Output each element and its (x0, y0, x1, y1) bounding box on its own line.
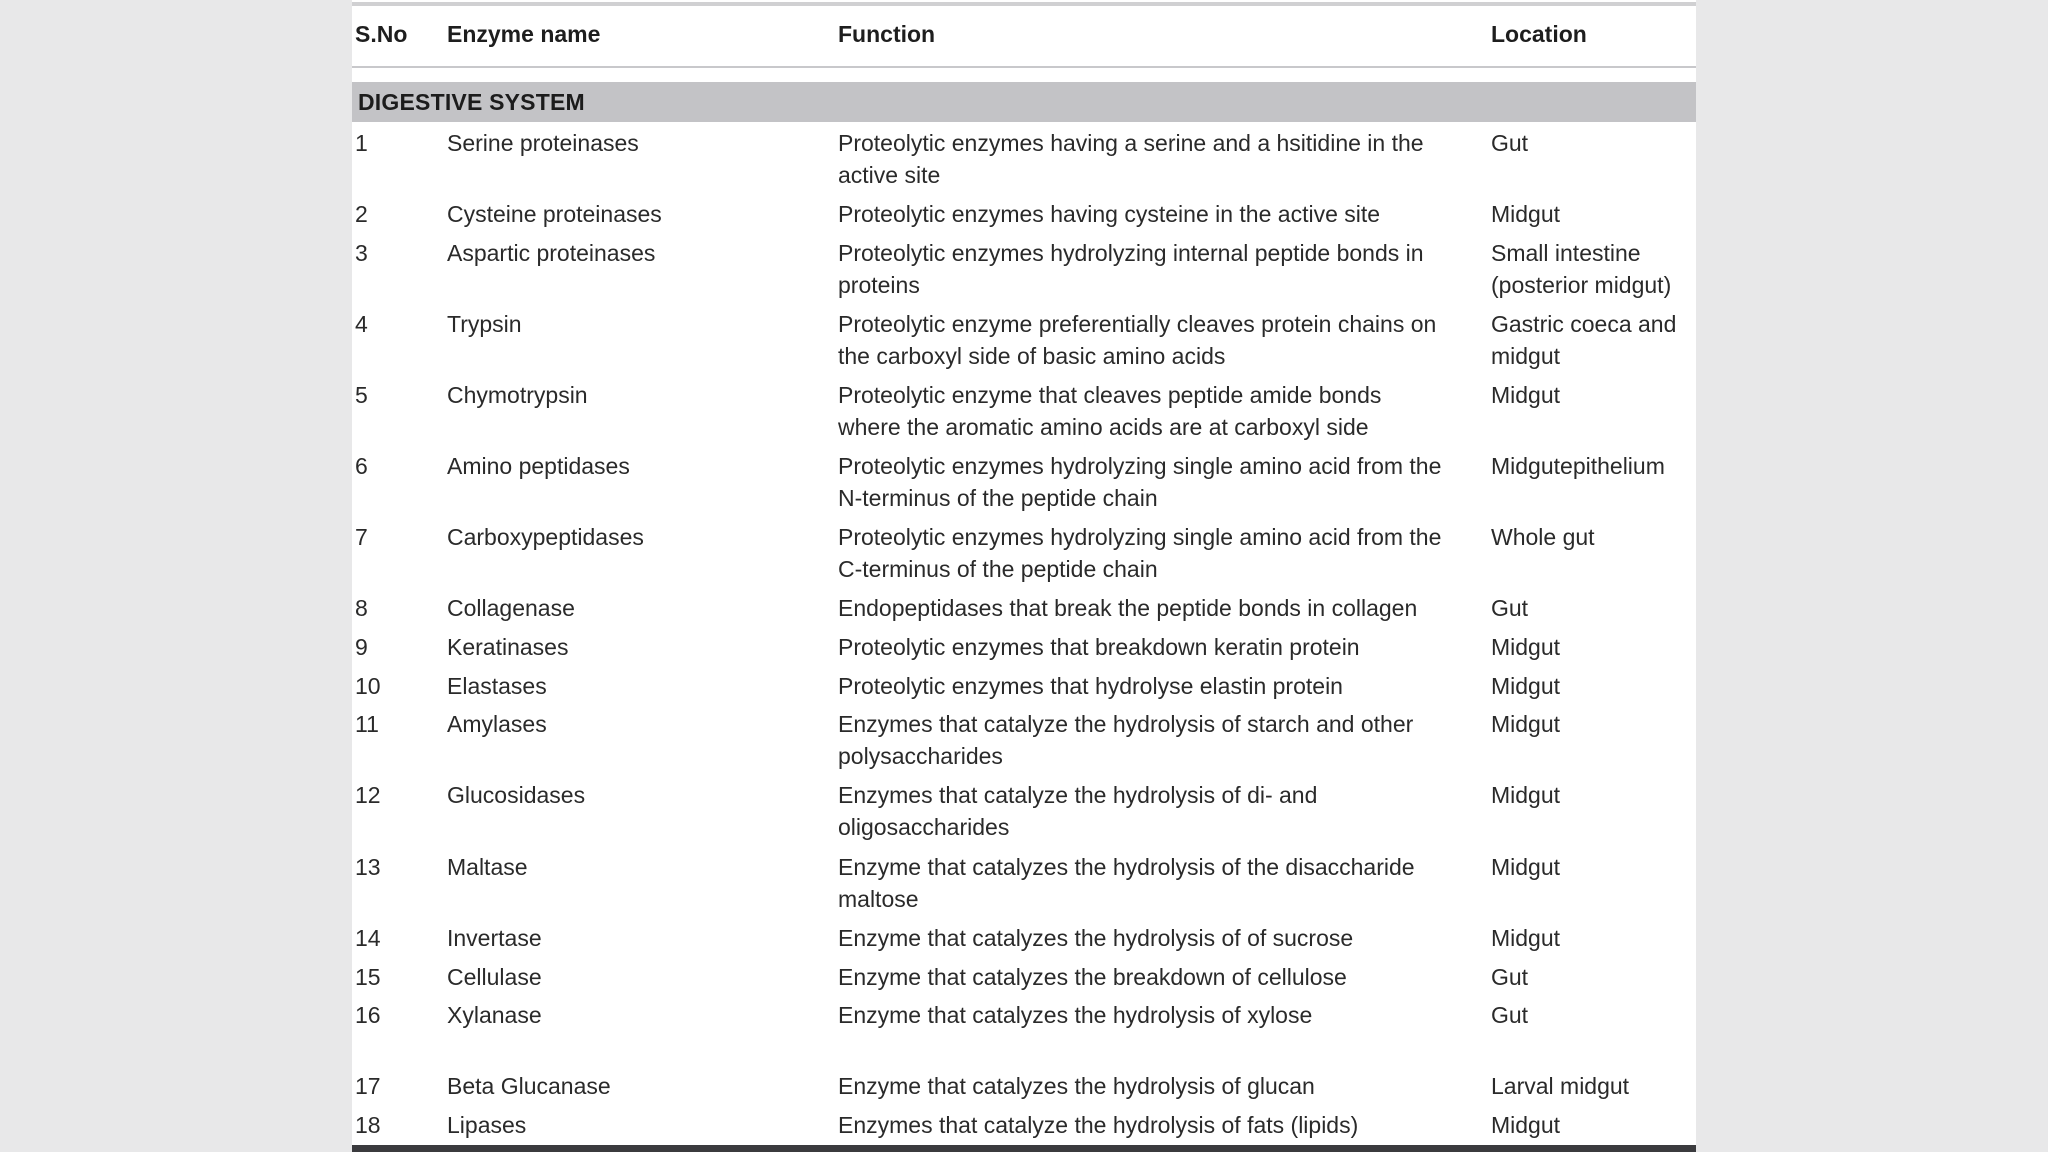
cell-location: Midgut (1491, 854, 1561, 880)
cell-enzyme-name: Maltase (447, 854, 528, 880)
bottom-rule (352, 1145, 1696, 1152)
header-enzyme-name: Enzyme name (447, 21, 601, 47)
cell-enzyme-name: Elastases (447, 673, 547, 699)
cell-enzyme-name: Lipases (447, 1112, 527, 1138)
cell-enzyme-name: Invertase (447, 925, 542, 951)
cell-function: Proteolytic enzymes that breakdown keratin protein (838, 634, 1360, 660)
cell-sno: 9 (355, 634, 368, 660)
cell-location: Small intestine (posterior midgut) (1491, 240, 1672, 298)
cell-function: Proteolytic enzyme preferentially cleaves protein chains on the carboxyl side of basic amino acids (838, 311, 1437, 369)
cell-function: Proteolytic enzymes hydrolyzing single amino acid from the N-terminus of the peptide chain (838, 453, 1442, 511)
cell-sno: 18 (355, 1112, 381, 1138)
cell-location: Midgut (1491, 711, 1561, 737)
cell-location: Midgut (1491, 673, 1561, 699)
cell-enzyme-name: Xylanase (447, 1002, 542, 1028)
cell-function: Proteolytic enzymes hydrolyzing internal peptide bonds in proteins (838, 240, 1424, 298)
cell-sno: 2 (355, 201, 368, 227)
cell-enzyme-name: Serine proteinases (447, 130, 639, 156)
cell-sno: 12 (355, 782, 381, 808)
cell-location: Gastric coeca and midgut (1491, 311, 1677, 369)
cell-enzyme-name: Cellulase (447, 964, 542, 990)
cell-sno: 3 (355, 240, 368, 266)
cell-function: Proteolytic enzymes hydrolyzing single amino acid from the C-terminus of the peptide chain (838, 524, 1442, 582)
cell-enzyme-name: Keratinases (447, 634, 569, 660)
cell-enzyme-name: Cysteine proteinases (447, 201, 662, 227)
section-title: DIGESTIVE SYSTEM (358, 89, 585, 115)
cell-location: Whole gut (1491, 524, 1595, 550)
cell-function: Proteolytic enzyme that cleaves peptide amide bonds where the aromatic amino acids are at carboxyl side (838, 382, 1382, 440)
cell-sno: 13 (355, 854, 381, 880)
cell-function: Enzyme that catalyzes the breakdown of cellulose (838, 964, 1347, 990)
cell-function: Proteolytic enzymes having cysteine in the active site (838, 201, 1381, 227)
header-function: Function (838, 21, 936, 47)
cell-location: Gut (1491, 1002, 1529, 1028)
cell-location: Gut (1491, 130, 1529, 156)
cell-sno: 16 (355, 1002, 381, 1028)
cell-location: Midgut (1491, 382, 1561, 408)
top-rule (352, 2, 1696, 6)
cell-function: Proteolytic enzymes that hydrolyse elastin protein (838, 673, 1343, 699)
cell-function: Enzymes that catalyze the hydrolysis of fats (lipids) (838, 1112, 1359, 1138)
cell-function: Enzyme that catalyzes the hydrolysis of glucan (838, 1073, 1315, 1099)
cell-enzyme-name: Carboxypeptidases (447, 524, 644, 550)
section-header (352, 82, 1696, 122)
cell-function: Endopeptidases that break the peptide bonds in collagen (838, 595, 1418, 621)
cell-sno: 5 (355, 382, 368, 408)
cell-enzyme-name: Glucosidases (447, 782, 586, 808)
cell-sno: 15 (355, 964, 381, 990)
cell-sno: 4 (355, 311, 368, 337)
cell-enzyme-name: Beta Glucanase (447, 1073, 611, 1099)
header-rule (352, 66, 1696, 68)
cell-location: Midgut (1491, 201, 1561, 227)
cell-location: Gut (1491, 595, 1529, 621)
cell-sno: 7 (355, 524, 368, 550)
cell-enzyme-name: Aspartic proteinases (447, 240, 656, 266)
cell-location: Gut (1491, 964, 1529, 990)
cell-sno: 1 (355, 130, 368, 156)
cell-enzyme-name: Amino peptidases (447, 453, 630, 479)
cell-enzyme-name: Trypsin (447, 311, 522, 337)
cell-location: Midgut (1491, 782, 1561, 808)
cell-enzyme-name: Chymotrypsin (447, 382, 588, 408)
cell-function: Enzymes that catalyze the hydrolysis of starch and other polysaccharides (838, 711, 1414, 769)
cell-location: Midgutepithelium (1491, 453, 1665, 479)
cell-sno: 10 (355, 673, 381, 699)
enzyme-table (352, 0, 1696, 1152)
cell-sno: 17 (355, 1073, 381, 1099)
cell-function: Enzyme that catalyzes the hydrolysis of the disaccharide maltose (838, 854, 1415, 912)
cell-sno: 11 (355, 711, 379, 737)
cell-sno: 6 (355, 453, 368, 479)
cell-location: Midgut (1491, 634, 1561, 660)
cell-function: Enzyme that catalyzes the hydrolysis of xylose (838, 1002, 1313, 1028)
cell-location: Midgut (1491, 1112, 1561, 1138)
cell-location: Midgut (1491, 925, 1561, 951)
cell-enzyme-name: Collagenase (447, 595, 575, 621)
cell-enzyme-name: Amylases (447, 711, 547, 737)
cell-sno: 8 (355, 595, 368, 621)
cell-function: Enzyme that catalyzes the hydrolysis of of sucrose (838, 925, 1354, 951)
header-location: Location (1491, 21, 1587, 47)
cell-sno: 14 (355, 925, 381, 951)
cell-function: Enzymes that catalyze the hydrolysis of di- and oligosaccharides (838, 782, 1318, 840)
cell-location: Larval midgut (1491, 1073, 1630, 1099)
header-sno: S.No (355, 21, 408, 47)
cell-function: Proteolytic enzymes having a serine and a hsitidine in the active site (838, 130, 1424, 188)
